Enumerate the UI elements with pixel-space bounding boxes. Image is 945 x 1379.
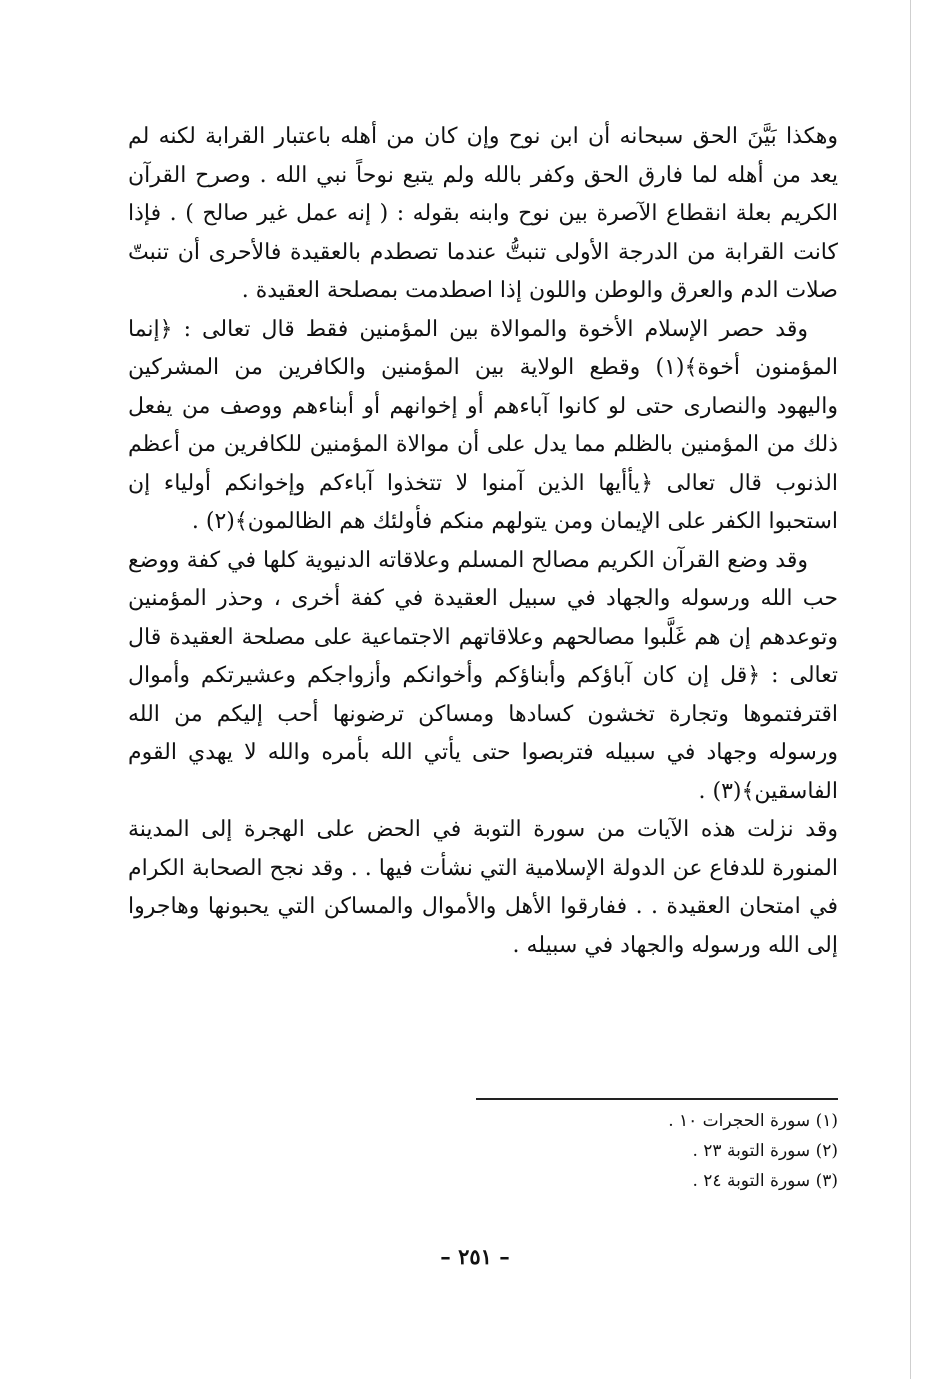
paragraph-2: وقد حصر الإسلام الأخوة والموالاة بين المؤمنين فقط قال تعالى : ﴿إنما المؤمنون أخوة﴾(١) وقطع الولاية بين المؤمنين والكافرين من المشركين واليهود والنصارى حتى لو كانوا آباءهم أو إخوانهم أو أبناءهم ووصف من يفعل ذلك من المؤمنين بالظلم مما يدل على أن موالاة المؤمنين للكافرين من أعظم الذنوب قال تعالى ﴿يأأيها الذين آمنوا لا تتخذوا آباءكم وإخوانكم أولياء إن استحبوا الكفر على الإيمان ومن يتولهم منكم فأولئك هم الظالمون﴾(٢) . — [128, 316, 838, 534]
footnotes — [476, 1106, 838, 1196]
paragraph-3: وقد وضع القرآن الكريم مصالح المسلم وعلاقاته الدنيوية كلها في كفة ووضع حب الله ورسوله والجهاد في سبيل العقيدة في كفة أخرى ، وحذر المؤمنين وتوعدهم إن هم غَلَّبوا مصالحهم وعلاقاتهم الاجتماعية على مصلحة العقيدة قال تعالى : ﴿قل إن كان آباؤكم وأبناؤكم وأخوانكم وأزواجكم وعشيرتكم وأموال اقترفتموها وتجارة تخشون كسادها ومساكن ترضونها أحب إليكم من الله ورسوله وجهاد في سبيله فتربصوا حتى يأتي الله بأمره والله لا يهدي القوم الفاسقين﴾(٣) . — [128, 547, 838, 804]
page-body — [128, 118, 838, 965]
page-number: – ٢٥١ – — [440, 1244, 510, 1269]
footnote-2: (٢) سورة التوبة ٢٣ . — [692, 1141, 838, 1161]
paragraph-1: وهكذا بَيَّنَ الحق سبحانه أن ابن نوح وإن كان من أهله باعتبار القرابة لكنه لم يعد من أهله لما فارق الحق وكفر بالله ولم يتبع نوحاً نبي الله . وصرح القرآن الكريم بعلة انقطاع الآصرة بين نوح وابنه بقوله : ( إنه عمل غير صالح ) . فإذا كانت القرابة من الدرجة الأولى تنبتُّ عندما تصطدم بالعقيدة فالأحرى أن تنبتّ صلات الدم والعرق والوطن واللون إذا اصطدمت بمصلحة العقيدة . — [128, 124, 838, 303]
main-text — [128, 118, 838, 965]
footnote-1: (١) سورة الحجرات ١٠ . — [668, 1111, 838, 1131]
footnote-divider — [476, 1098, 838, 1100]
page-edge-line — [910, 0, 911, 1379]
paragraph-4: وقد نزلت هذه الآيات من سورة التوبة في الحض على الهجرة إلى المدينة المنورة للدفاع عن الدولة الإسلامية التي نشأت فيها . . وقد نجح الصحابة الكرام في امتحان العقيدة . . ففارقوا الأهل والأموال والمساكن التي يحبونها وهاجروا إلى الله ورسوله والجهاد في سبيله . — [128, 817, 838, 958]
footnote-3: (٣) سورة التوبة ٢٤ . — [692, 1171, 838, 1191]
